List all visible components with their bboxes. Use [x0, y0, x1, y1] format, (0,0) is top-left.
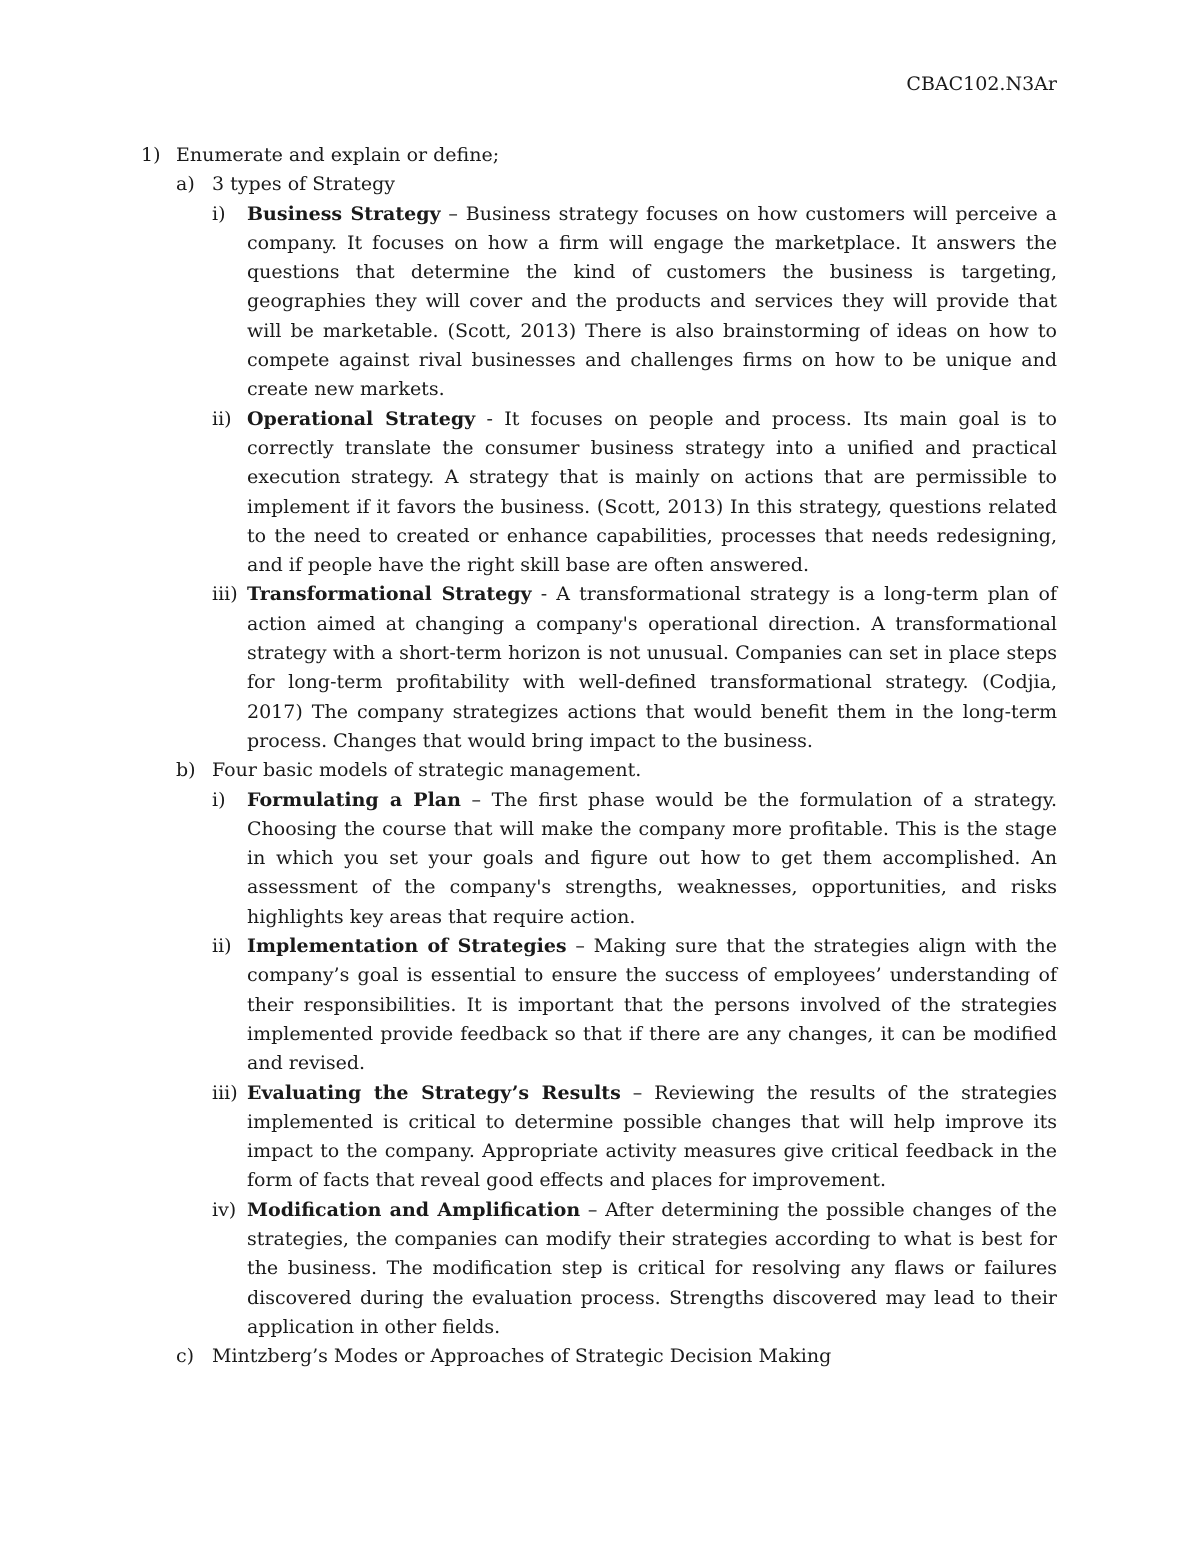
page-header-code: CBAC102.N3Ar	[906, 73, 1057, 95]
item-text: – Business strategy focuses on how customers will perceive a company. It focuses on how a firm will engage the marketplace. It answers the questions that determine the kind of customers the business is targeting, geographies they will cover and the products and services they will provide that will be marketable. (Scott, 2013) There is also brainstorming of ideas on how to compete against rival businesses and challenges firms on how to be unique and create new markets.	[247, 202, 1057, 401]
section-letter: a)	[176, 173, 195, 196]
item-term: Operational Strategy	[247, 407, 476, 430]
item-numeral: i)	[212, 788, 226, 811]
document-body	[0, 141, 1200, 1371]
item-term: Business Strategy	[247, 202, 441, 225]
item-body	[247, 1079, 1057, 1196]
section-b	[0, 756, 1200, 785]
section-a	[0, 170, 1200, 199]
list-item	[0, 1079, 1200, 1196]
item-body	[247, 932, 1057, 1078]
item-text: - A transformational strategy is a long-term plan of action aimed at changing a company's operational direction. A transformational strategy with a short-term horizon is not unusual. Companies can set in place steps for long-term profitability with well-defined transformational strategy. (Codjia, 2017) The company strategizes actions that would benefit them in the long-term process. Changes that would bring impact to the business.	[247, 583, 1057, 752]
item-numeral: ii)	[212, 935, 232, 958]
list-item	[0, 580, 1200, 756]
question-number: 1)	[141, 144, 161, 166]
item-text: – Making sure that the strategies align with the company’s goal is essential to ensure the success of employees’ understanding of their responsibilities. It is important that the persons involved of the strategies implemented provide feedback so that if there are any changes, it can be modified and revised.	[247, 935, 1057, 1075]
list-item	[0, 932, 1200, 1078]
item-numeral: iii)	[212, 1081, 238, 1104]
item-text: – Reviewing the results of the strategies implemented is critical to determine possible changes that will help improve its impact to the company. Appropriate activity measures give critical feedback in the form of facts that reveal good effects and places for improvement.	[247, 1081, 1058, 1192]
item-body	[247, 786, 1057, 932]
question-text: Enumerate and explain or define;	[176, 144, 500, 166]
section-letter: b)	[176, 759, 196, 782]
section-title: 3 types of Strategy	[212, 173, 396, 196]
item-body	[247, 580, 1057, 756]
section-title: Mintzberg’s Modes or Approaches of Strategic Decision Making	[212, 1345, 832, 1368]
item-text: - It focuses on people and process. Its main goal is to correctly translate the consumer business strategy into a unified and practical execution strategy. A strategy that is mainly on actions that are permissible to implement if it favors the business. (Scott, 2013) In this strategy, questions related to the need to created or enhance capabilities, processes that needs redesigning, and if people have the right skill base are often answered.	[247, 407, 1057, 577]
list-item	[0, 200, 1200, 405]
item-numeral: iv)	[212, 1198, 237, 1221]
item-numeral: i)	[212, 202, 226, 225]
item-term: Implementation of Strategies	[247, 935, 567, 958]
item-term: Formulating a Plan	[247, 788, 461, 811]
question-1	[0, 141, 1200, 170]
item-numeral: iii)	[212, 583, 238, 606]
item-numeral: ii)	[212, 407, 232, 430]
list-item	[0, 786, 1200, 932]
item-body	[247, 405, 1057, 581]
item-body	[247, 200, 1057, 405]
item-body	[247, 1196, 1057, 1342]
item-term: Modification and Amplification	[247, 1198, 581, 1221]
section-title: Four basic models of strategic management.	[212, 759, 642, 782]
list-item	[0, 405, 1200, 581]
item-text: – After determining the possible changes of the strategies, the companies can modify their strategies according to what is best for the business. The modification step is critical for resolving any flaws or failures discovered during the evaluation process. Strengths discovered may lead to their application in other fields.	[247, 1198, 1058, 1338]
item-term: Evaluating the Strategy’s Results	[247, 1081, 621, 1104]
list-item	[0, 1196, 1200, 1342]
section-letter: c)	[176, 1345, 195, 1368]
section-c	[0, 1342, 1200, 1371]
item-text: – The first phase would be the formulation of a strategy. Choosing the course that will make the company more profitable. This is the stage in which you set your goals and figure out how to get them accomplished. An assessment of the company's strengths, weaknesses, opportunities, and risks highlights key areas that require action.	[247, 788, 1058, 928]
item-term: Transformational Strategy	[247, 583, 532, 606]
